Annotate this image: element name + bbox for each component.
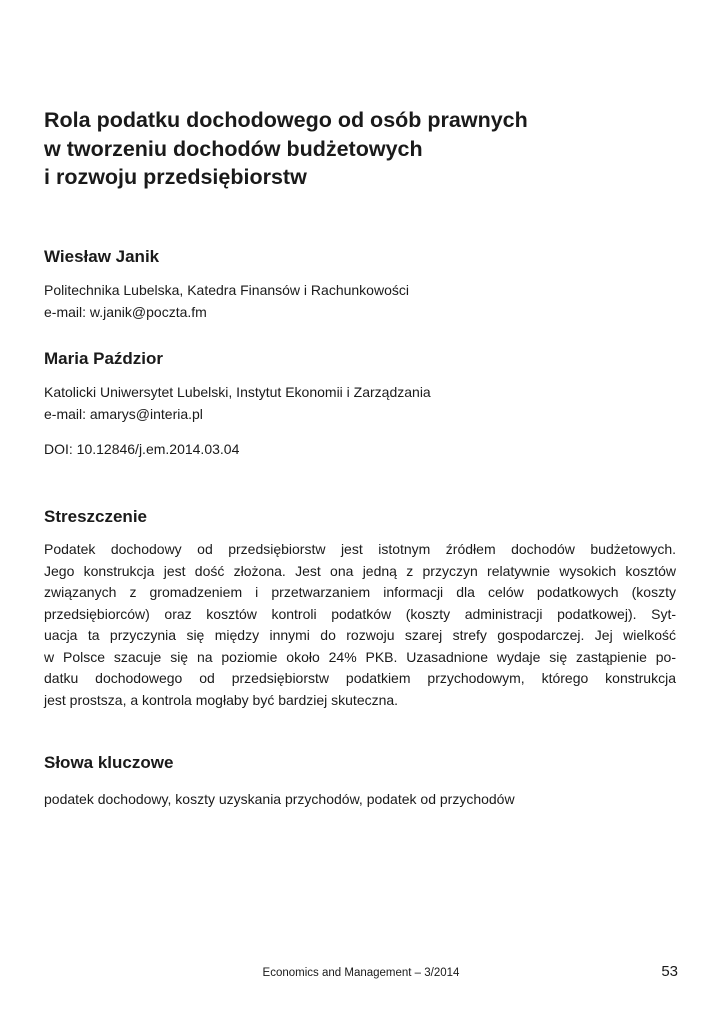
author-name-1: Wiesław Janik xyxy=(44,247,160,266)
abstract-line: datku dochodowego od przedsiębiorstw podatkiem przychodowym, którego konstrukcja xyxy=(44,670,676,686)
author-affiliation-2: Katolicki Uniwersytet Lubelski, Instytut Ekonomii i Zarządzania xyxy=(44,384,431,400)
abstract-heading: Streszczenie xyxy=(44,507,147,526)
abstract-line: w Polsce szacuje się na poziomie około 24% PKB. Uzasadnione wydaje się zastąpienie po- xyxy=(44,648,676,665)
keywords-heading: Słowa kluczowe xyxy=(44,753,174,772)
author-details-1 xyxy=(44,279,684,323)
author-details-2 xyxy=(44,381,684,425)
author-email-2: e-mail: amarys@interia.pl xyxy=(44,406,203,422)
author-name-2: Maria Paździor xyxy=(44,349,164,368)
footer-journal: Economics and Management – 3/2014 xyxy=(262,967,460,979)
keywords-text: podatek dochodowy, koszty uzyskania przychodów, podatek od przychodów xyxy=(44,791,515,807)
abstract-line: związanych z gromadzeniem i przetwarzaniem informacji dla celów podatkowych (koszty xyxy=(44,584,676,600)
abstract-line: jest prostsza, a kontrola mogłaby być bardziej skuteczna. xyxy=(44,691,399,708)
title-line: i rozwoju przedsiębiorstw xyxy=(44,165,307,189)
title-line: w tworzeniu dochodów budżetowych xyxy=(44,136,423,161)
page-number: 53 xyxy=(661,963,678,980)
abstract-line: Podatek dochodowy od przedsiębiorstw jest istotnym źródłem dochodów budżetowych. xyxy=(44,541,676,557)
abstract-line: uacja ta przyczynia się między innymi do rozwoju szarej strefy gospodarczej. Jej wielkość xyxy=(44,627,676,643)
abstract-line: Jego konstrukcja jest dość złożona. Jest ona jedną z przyczyn relatywnie wysokich kosztów xyxy=(44,562,676,579)
abstract-line: przedsiębiorców) oraz kosztów kontroli podatków (koszty administracji podatkowej). Syt- xyxy=(44,605,676,622)
abstract-body xyxy=(44,539,676,711)
doi: DOI: 10.12846/j.em.2014.03.04 xyxy=(44,441,240,457)
author-email-1: e-mail: w.janik@poczta.fm xyxy=(44,304,207,320)
author-affiliation-1: Politechnika Lubelska, Katedra Finansów i Rachunkowości xyxy=(44,282,409,298)
paper-title xyxy=(44,106,664,192)
title-line: Rola podatku dochodowego od osób prawnych xyxy=(44,108,528,132)
